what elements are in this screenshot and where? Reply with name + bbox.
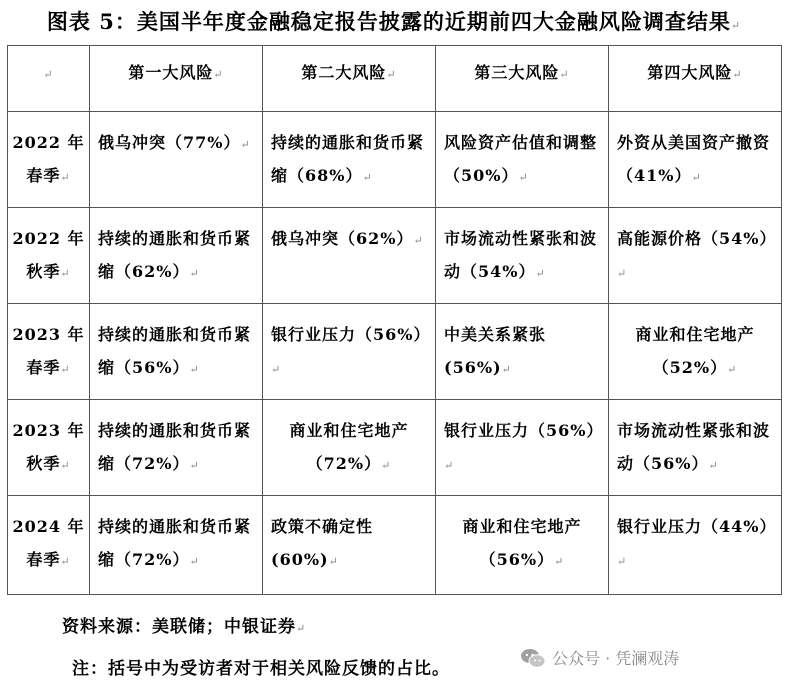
header-cell: 第一大风险↵	[90, 46, 263, 112]
table-cell: 持续的通胀和货币紧缩（68%）↵	[263, 112, 436, 208]
table-cell: 高能源价格（54%）↵	[609, 208, 782, 304]
table-row	[8, 208, 782, 304]
wechat-icon	[520, 648, 546, 668]
table-header-row	[8, 46, 782, 112]
table-cell: 银行业压力（56%）↵	[436, 400, 609, 496]
table-row	[8, 112, 782, 208]
table-cell: 商业和住宅地产（56%）↵	[436, 496, 609, 595]
table-cell: 商业和住宅地产（52%）↵	[609, 304, 782, 400]
table-cell: 风险资产估值和调整（50%）↵	[436, 112, 609, 208]
figure-title-text: 图表 5：美国半年度金融稳定报告披露的近期前四大金融风险调查结果	[46, 9, 731, 34]
period-cell: 2024 年 春季↵	[8, 496, 90, 595]
table-cell: 俄乌冲突（77%）↵	[90, 112, 263, 208]
risk-table	[7, 45, 782, 595]
period-cell: 2022 年 春季↵	[8, 112, 90, 208]
table-cell: 持续的通胀和货币紧缩（56%）↵	[90, 304, 263, 400]
footnote: 注：括号中为受访者对于相关风险反馈的占比。	[72, 659, 450, 679]
table-cell: 持续的通胀和货币紧缩（62%）↵	[90, 208, 263, 304]
table-cell: 俄乌冲突（62%）↵	[263, 208, 436, 304]
period-cell: 2023 年 秋季↵	[8, 400, 90, 496]
header-cell: 第二大风险↵	[263, 46, 436, 112]
table-row	[8, 304, 782, 400]
table-cell: 中美关系紧张(56%)↵	[436, 304, 609, 400]
header-cell: 第三大风险↵	[436, 46, 609, 112]
table-row	[8, 496, 782, 595]
corner-cell: ↵	[8, 46, 90, 112]
header-cell: 第四大风险↵	[609, 46, 782, 112]
table-cell: 市场流动性紧张和波动（54%）↵	[436, 208, 609, 304]
period-cell: 2023 年 春季↵	[8, 304, 90, 400]
watermark	[520, 646, 679, 669]
table-cell: 外资从美国资产撤资（41%）↵	[609, 112, 782, 208]
source-note: 资料来源：美联储；中银证券↵	[62, 617, 307, 637]
period-cell: 2022 年 秋季↵	[8, 208, 90, 304]
table-row	[8, 400, 782, 496]
figure-title	[0, 6, 788, 36]
table-cell: 银行业压力（56%）↵	[263, 304, 436, 400]
table-cell: 商业和住宅地产（72%）↵	[263, 400, 436, 496]
table-cell: 银行业压力（44%）↵	[609, 496, 782, 595]
table-cell: 市场流动性紧张和波动（56%）↵	[609, 400, 782, 496]
return-mark: ↵	[730, 19, 742, 32]
watermark-text: 公众号 · 凭澜观涛	[552, 649, 680, 668]
table-cell: 政策不确定性(60%)↵	[263, 496, 436, 595]
table-cell: 持续的通胀和货币紧缩（72%）↵	[90, 496, 263, 595]
table-cell: 持续的通胀和货币紧缩（72%）↵	[90, 400, 263, 496]
